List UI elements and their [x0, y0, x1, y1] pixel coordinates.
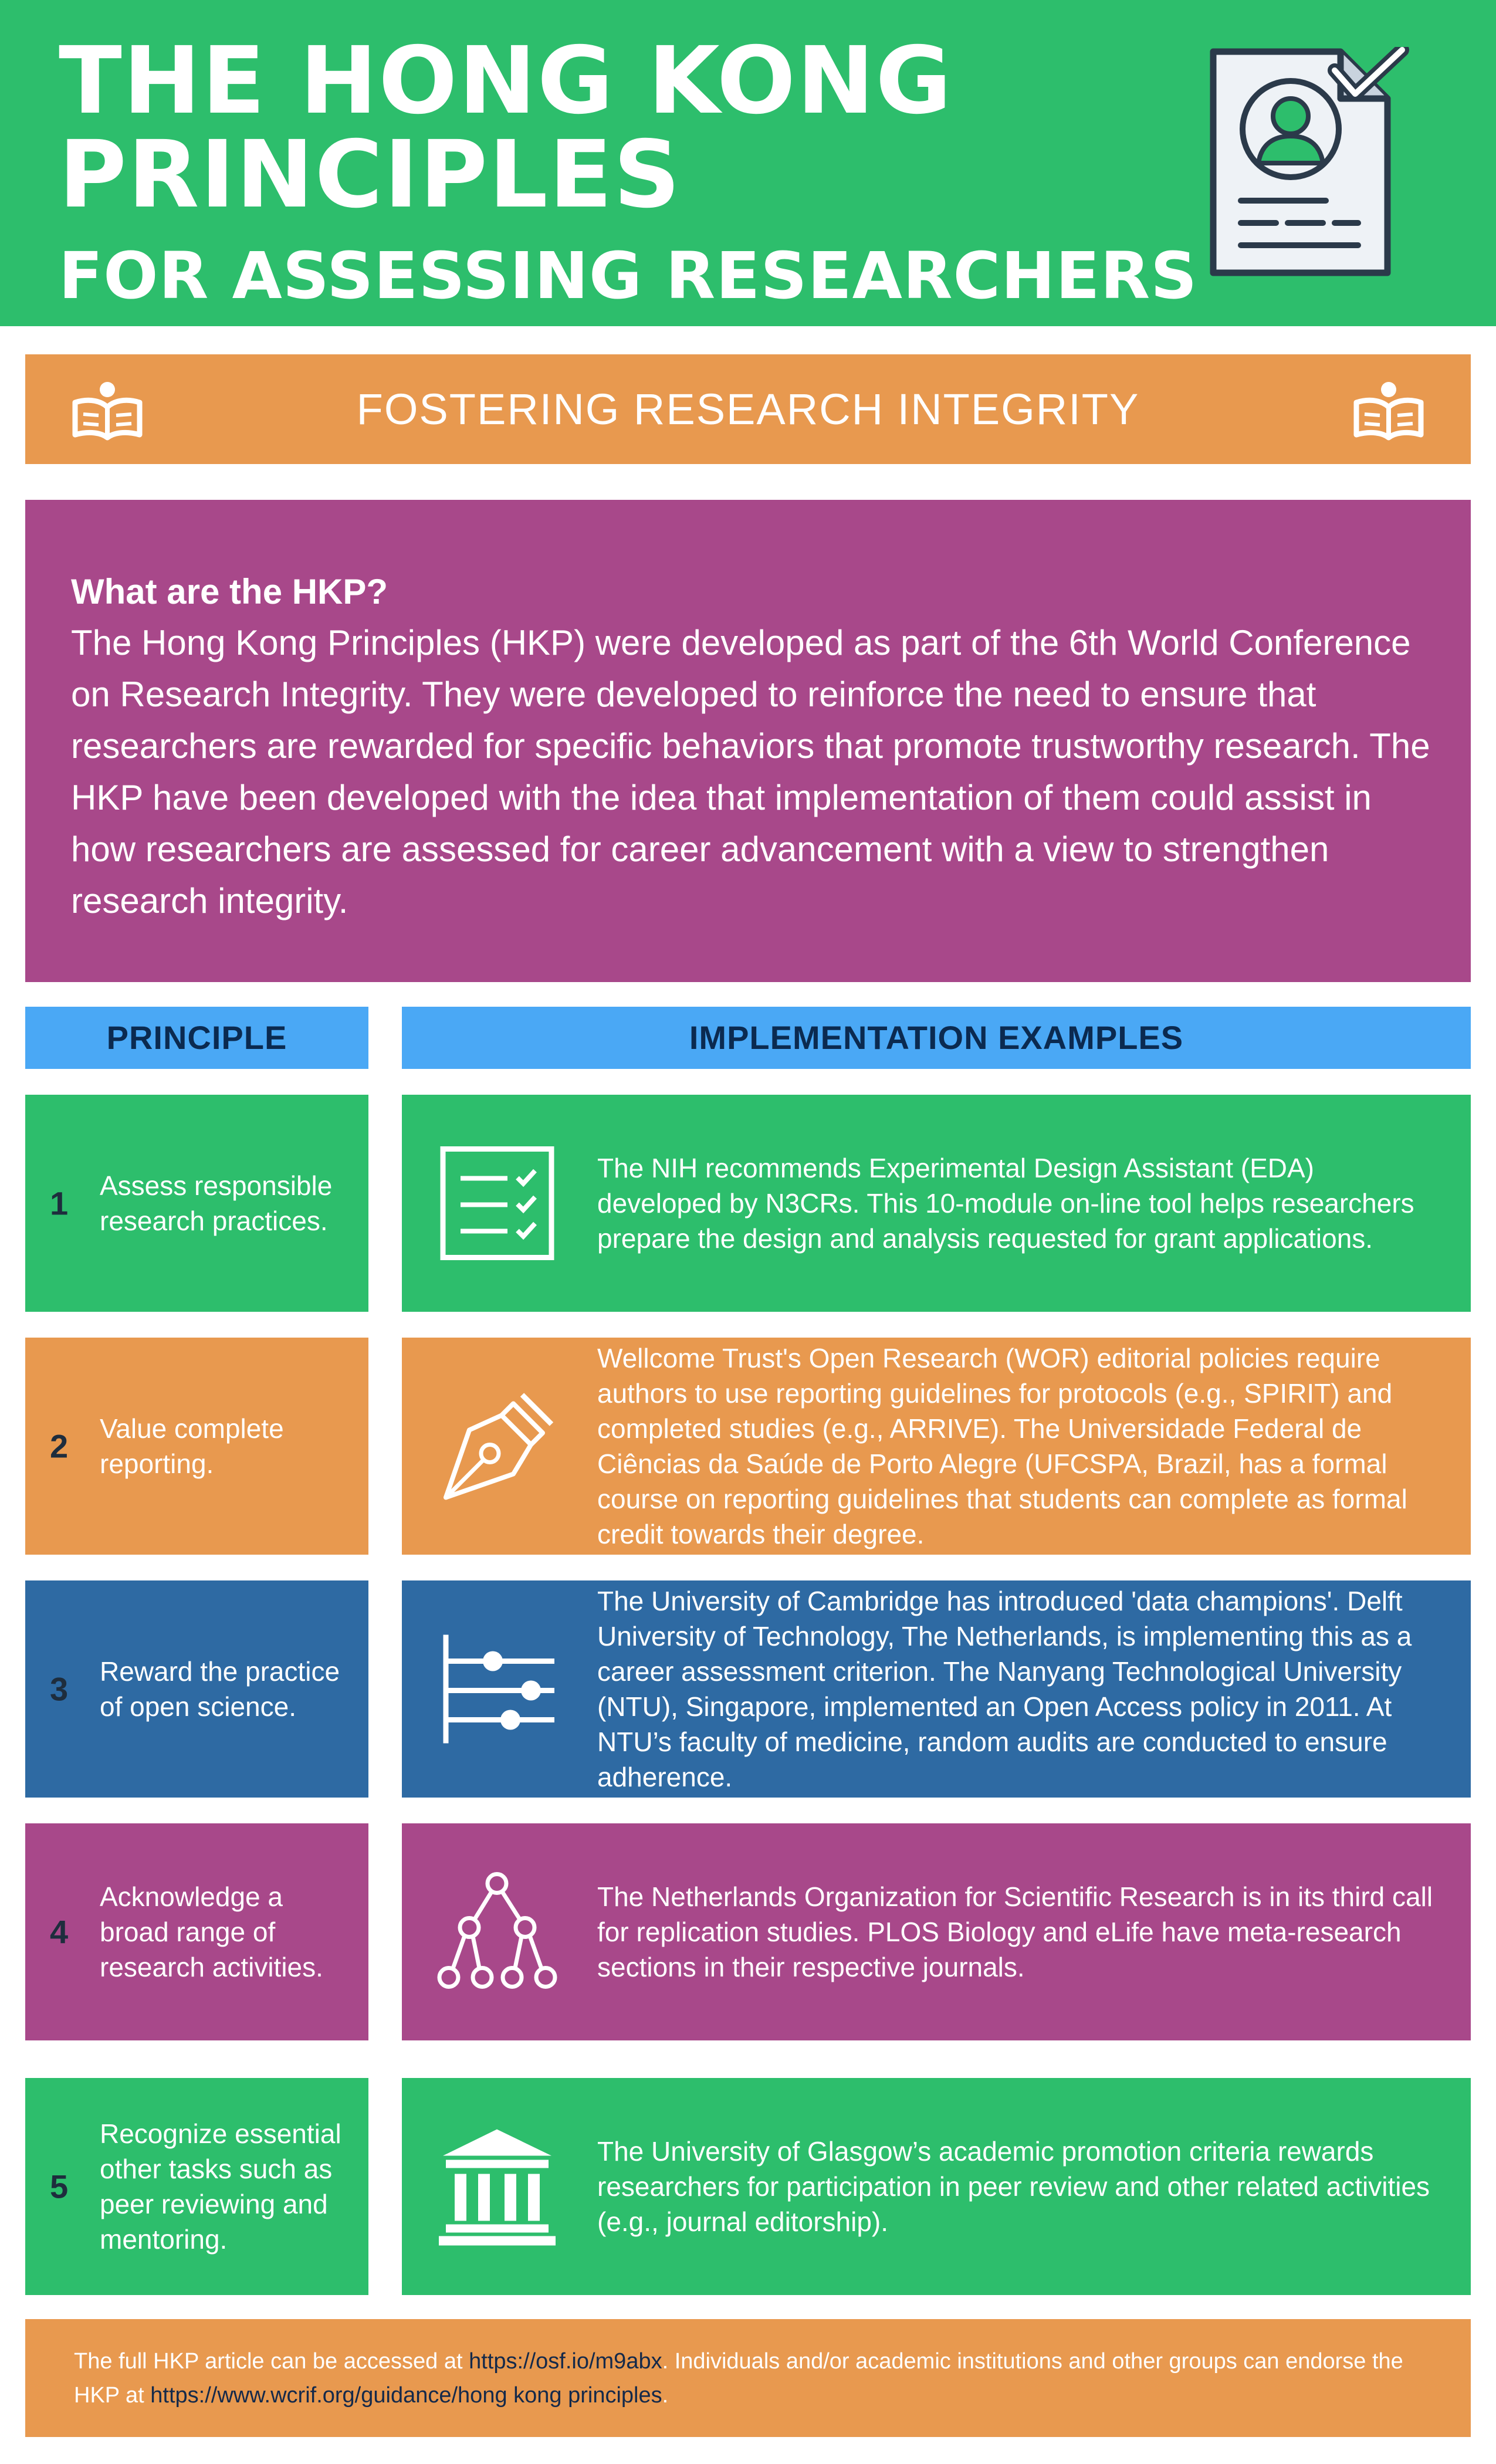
principle-cell-5	[25, 2078, 368, 2295]
implementation-text: The University of Cambridge has introduced 'data champions'. Delft University of Technology, The Netherlands, is implementing this as a career assessment criterion. The Nanyang Technological University (NTU), Singapore, implemented an Open Access policy in 2011. At NTU’s faculty of medicine, random audits are conducted to ensure adherence.	[597, 1586, 1412, 1792]
principle-number: 3	[50, 1670, 69, 1708]
implementation-cell-1	[402, 1095, 1471, 1312]
principle-cell-3	[25, 1580, 368, 1798]
wcrif-endorse-link[interactable]: https://www.wcrif.org/guidance/hong kong principles	[150, 2382, 662, 2408]
intro-body: The Hong Kong Principles (HKP) were developed as part of the 6th World Conference on Research Integrity. They were developed to reinforce the need to ensure that researchers are rewarded for specific behaviors that promote trustworthy research. The HKP have been developed with the idea that implementation of them could assist in how researchers are assessed for career advancement with a view to strengthen research integrity.	[71, 623, 1430, 920]
implementation-text: Wellcome Trust's Open Research (WOR) editorial policies require authors to use reporting guidelines for protocols (e.g., SPIRIT) and completed studies (e.g., ARRIVE). The Universidade Federal de Ciências da Saúde de Porto Alegre (UFCSPA, Brazil, has a formal course on reporting guidelines that students can complete as formal credit towards their degree.	[597, 1343, 1407, 1549]
principle-cell-2	[25, 1338, 368, 1555]
title-line-1: THE HONG KONG	[59, 27, 953, 135]
implementation-text: The NIH recommends Experimental Design Assistant (EDA) developed by N3CRs. This 10-module on-line tool helps researchers prepare the design and analysis requested for grant applications.	[597, 1153, 1414, 1254]
implementation-cell-2	[402, 1338, 1471, 1555]
principle-text: Value complete reporting.	[100, 1413, 284, 1479]
principle-cell-4	[25, 1823, 368, 2040]
checklist-icon	[434, 1140, 560, 1267]
principle-text: Recognize essential other tasks such as peer reviewing and mentoring.	[100, 2118, 341, 2255]
principle-text: Reward the practice of open science.	[100, 1656, 340, 1722]
implementation-cell-3	[402, 1580, 1471, 1798]
pen-nib-icon	[434, 1383, 560, 1509]
hierarchy-tree-icon	[434, 1869, 560, 1995]
subtitle: FOR ASSESSING RESEARCHERS	[59, 238, 1198, 313]
principle-text: Acknowledge a broad range of research activities.	[100, 1881, 323, 1982]
researcher-profile-document-icon	[1209, 47, 1411, 279]
principle-number: 4	[50, 1913, 69, 1951]
header	[0, 0, 1496, 326]
university-building-icon	[434, 2124, 560, 2250]
footer	[25, 2319, 1471, 2437]
footer-text-part: The full HKP article can be accessed at	[74, 2348, 469, 2374]
intro-section	[25, 500, 1471, 982]
principle-number: 2	[50, 1427, 69, 1465]
implementation-text: The Netherlands Organization for Scientific Research is in its third call for replication studies. PLOS Biology and eLife have meta-research sections in their respective journals.	[597, 1881, 1433, 1982]
principle-text: Assess responsible research practices.	[100, 1170, 333, 1236]
implementation-cell-5	[402, 2078, 1471, 2295]
principle-cell-1	[25, 1095, 368, 1312]
sliders-icon	[434, 1626, 560, 1752]
hkp-article-link[interactable]: https://osf.io/m9abx	[469, 2348, 662, 2374]
footer-text-part: .	[662, 2382, 669, 2408]
title-line-2: PRINCIPLES	[59, 121, 682, 229]
implementation-text: The University of Glasgow’s academic promotion criteria rewards researchers for participation in peer review and other related activities (e.g., journal editorship).	[597, 2136, 1430, 2237]
footer-text-part: . Individuals and/or academic institutions and other groups can endorse the HKP at	[74, 2348, 1403, 2408]
open-book-icon	[1351, 379, 1427, 441]
intro-question: What are the HKP?	[71, 572, 388, 611]
banner	[25, 354, 1471, 464]
principle-number: 5	[50, 2168, 69, 2205]
column-header-implementation: IMPLEMENTATION EXAMPLES	[402, 1007, 1471, 1069]
principle-number: 1	[50, 1184, 69, 1222]
footer-text	[74, 2344, 1435, 2412]
implementation-cell-4	[402, 1823, 1471, 2040]
banner-title: FOSTERING RESEARCH INTEGRITY	[356, 385, 1140, 434]
column-header-principle: PRINCIPLE	[25, 1007, 368, 1069]
